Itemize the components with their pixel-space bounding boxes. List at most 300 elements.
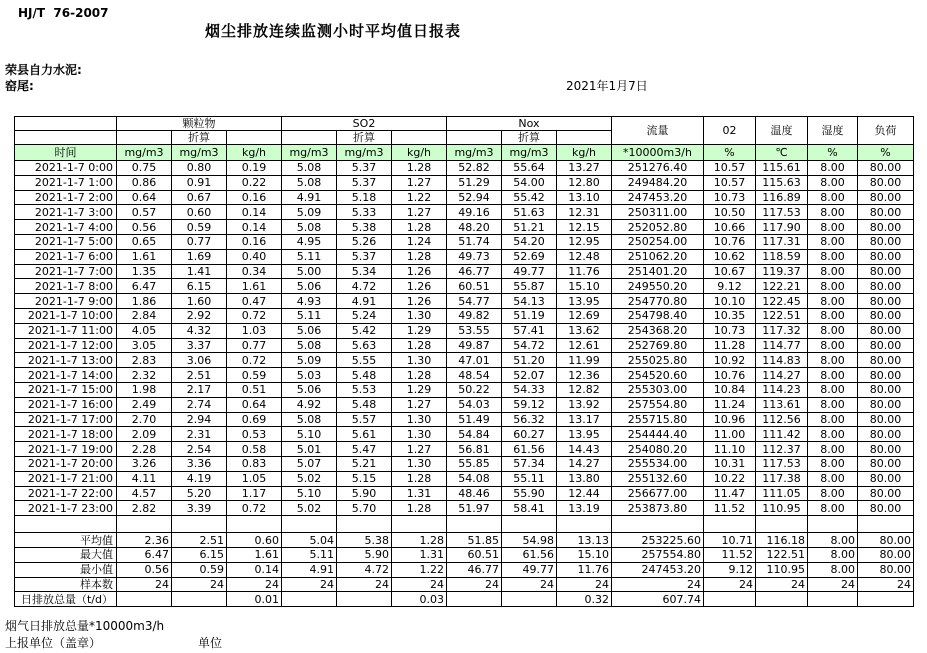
value-cell: 12.95 [557,234,612,249]
value-cell: 46.77 [447,562,502,577]
value-cell: 9.12 [704,562,756,577]
value-cell: 54.33 [502,382,557,397]
value-cell: 80.00 [858,486,914,501]
value-cell: 254798.40 [612,308,704,323]
value-cell: 1.30 [392,353,447,368]
value-cell: 251062.20 [612,249,704,264]
value-cell: 114.23 [756,382,808,397]
row-label-cell: 2021-1-7 17:00 [15,412,117,427]
value-cell: 1.24 [392,234,447,249]
value-cell: 2.83 [117,353,172,368]
value-cell: 5.24 [337,308,392,323]
value-cell: 11.00 [704,427,756,442]
value-cell [117,516,172,533]
empty-header-cell [392,131,447,145]
value-cell: 80.00 [858,161,914,176]
value-cell: 114.77 [756,338,808,353]
value-cell: 54.98 [502,533,557,548]
value-cell: 48.54 [447,368,502,383]
value-cell: 1.22 [392,562,447,577]
value-cell: 8.00 [808,382,858,397]
value-cell: 80.00 [858,338,914,353]
value-cell: 24 [704,577,756,592]
value-cell: 0.67 [172,190,227,205]
row-label-cell: 样本数 [15,577,117,592]
value-cell: 58.41 [502,501,557,516]
o2-group-header: 02 [704,117,756,145]
blank-row [15,516,914,533]
value-cell: 114.83 [756,353,808,368]
value-cell: 1.41 [172,264,227,279]
value-cell: 5.38 [337,533,392,548]
value-cell: 50.22 [447,382,502,397]
value-cell: 51.20 [502,353,557,368]
value-cell: 1.28 [392,249,447,264]
value-cell: 51.85 [447,533,502,548]
value-cell: 1.28 [392,533,447,548]
value-cell: 5.37 [337,249,392,264]
row-label-cell: 2021-1-7 4:00 [15,220,117,235]
value-cell: 8.00 [808,456,858,471]
company-name: 荣县自力水泥: [5,63,82,77]
value-cell: 8.00 [808,175,858,190]
value-cell: 0.60 [227,533,282,548]
value-cell [502,592,557,607]
value-cell: 117.53 [756,456,808,471]
value-cell: 122.51 [756,547,808,562]
value-cell: 51.74 [447,234,502,249]
value-cell: 1.27 [392,205,447,220]
value-cell: 80.00 [858,533,914,548]
value-cell: 8.00 [808,308,858,323]
row-label-cell: 最小值 [15,562,117,577]
value-cell: 0.16 [227,190,282,205]
value-cell: 8.00 [808,501,858,516]
value-cell: 24 [557,577,612,592]
value-cell: 11.76 [557,562,612,577]
value-cell: 8.00 [808,323,858,338]
value-cell: 2.36 [117,533,172,548]
value-cell: 0.72 [227,353,282,368]
empty-header-cell [117,131,172,145]
value-cell: 5.57 [337,412,392,427]
value-cell: 257554.80 [612,397,704,412]
row-label-cell: 2021-1-7 11:00 [15,323,117,338]
value-cell: 52.69 [502,249,557,264]
value-cell: 4.91 [282,190,337,205]
value-cell: 115.61 [756,161,808,176]
value-cell: 80.00 [858,442,914,457]
value-cell: 250254.00 [612,234,704,249]
value-cell: 4.05 [117,323,172,338]
value-cell: 80.00 [858,279,914,294]
value-cell [172,516,227,533]
value-cell: 8.00 [808,442,858,457]
value-cell: 10.50 [704,205,756,220]
value-cell: 49.82 [447,308,502,323]
row-label-cell: 2021-1-7 0:00 [15,161,117,176]
value-cell: 10.71 [704,533,756,548]
value-cell: 2.51 [172,368,227,383]
value-cell: 8.00 [808,533,858,548]
nox-group-header: Nox [447,117,612,131]
value-cell: 5.02 [282,501,337,516]
value-cell: 12.80 [557,175,612,190]
value-cell: 47.01 [447,353,502,368]
value-cell [447,592,502,607]
value-cell: 10.62 [704,249,756,264]
table-row [15,412,914,427]
value-cell: 0.59 [227,368,282,383]
value-cell: 5.38 [337,220,392,235]
value-cell: 4.72 [337,562,392,577]
row-label-cell: 2021-1-7 10:00 [15,308,117,323]
value-cell: 10.57 [704,175,756,190]
value-cell: 1.61 [117,249,172,264]
value-cell: 253225.60 [612,533,704,548]
empty-header-cell [282,131,337,145]
unit-cell: kg/h [557,145,612,161]
value-cell: 15.10 [557,547,612,562]
value-cell: 115.63 [756,175,808,190]
value-cell: 0.91 [172,175,227,190]
value-cell: 117.53 [756,205,808,220]
value-cell: 5.02 [282,471,337,486]
value-cell [858,592,914,607]
value-cell: 255715.80 [612,412,704,427]
value-cell: 110.95 [756,501,808,516]
value-cell: 24 [808,577,858,592]
value-cell: 122.45 [756,294,808,309]
unit-cell: ℃ [756,145,808,161]
unit-cell: % [808,145,858,161]
value-cell: 13.95 [557,294,612,309]
value-cell: 255132.60 [612,471,704,486]
value-cell: 117.90 [756,220,808,235]
value-cell: 6.15 [172,547,227,562]
value-cell: 2.82 [117,501,172,516]
value-cell: 11.47 [704,486,756,501]
value-cell: 5.70 [337,501,392,516]
value-cell: 0.72 [227,501,282,516]
value-cell: 0.14 [227,562,282,577]
value-cell: 5.34 [337,264,392,279]
value-cell: 0.40 [227,249,282,264]
value-cell: 80.00 [858,190,914,205]
row-label-cell: 2021-1-7 19:00 [15,442,117,457]
value-cell: 24 [502,577,557,592]
table-row [15,397,914,412]
value-cell: 9.12 [704,279,756,294]
value-cell: 10.66 [704,220,756,235]
table-row [15,501,914,516]
value-cell: 0.75 [117,161,172,176]
row-label-cell: 2021-1-7 18:00 [15,427,117,442]
unit-cell: mg/m3 [282,145,337,161]
value-cell: 12.69 [557,308,612,323]
value-cell: 253873.80 [612,501,704,516]
value-cell: 5.90 [337,547,392,562]
value-cell: 11.76 [557,264,612,279]
value-cell: 24 [337,577,392,592]
so2-group-header: SO2 [282,117,447,131]
table-row [15,264,914,279]
value-cell: 0.57 [117,205,172,220]
value-cell: 8.00 [808,427,858,442]
value-cell [858,516,914,533]
value-cell: 5.48 [337,368,392,383]
so2-converted-header: 折算 [337,131,392,145]
value-cell: 0.32 [557,592,612,607]
value-cell: 5.08 [282,338,337,353]
value-cell: 4.72 [337,279,392,294]
value-cell: 0.59 [172,562,227,577]
value-cell: 24 [227,577,282,592]
value-cell: 255025.80 [612,353,704,368]
value-cell: 5.03 [282,368,337,383]
row-label-cell: 平均值 [15,533,117,548]
value-cell: 51.19 [502,308,557,323]
value-cell: 60.27 [502,427,557,442]
value-cell: 80.00 [858,308,914,323]
value-cell: 254520.60 [612,368,704,383]
value-cell: 118.59 [756,249,808,264]
row-label-cell: 2021-1-7 3:00 [15,205,117,220]
value-cell: 8.00 [808,294,858,309]
value-cell: 0.53 [227,427,282,442]
value-cell: 5.10 [282,486,337,501]
value-cell: 24 [392,577,447,592]
standard-code: HJ/T 76-2007 [18,6,109,20]
value-cell: 80.00 [858,501,914,516]
value-cell: 117.31 [756,234,808,249]
value-cell: 4.32 [172,323,227,338]
value-cell: 5.42 [337,323,392,338]
value-cell: 0.22 [227,175,282,190]
value-cell: 0.77 [227,338,282,353]
table-row [15,456,914,471]
value-cell: 1.29 [392,323,447,338]
value-cell: 1.61 [227,279,282,294]
value-cell: 54.08 [447,471,502,486]
value-cell: 8.00 [808,220,858,235]
value-cell [337,592,392,607]
load-group-header: 负荷 [858,117,914,145]
value-cell: 2.84 [117,308,172,323]
value-cell: 252769.80 [612,338,704,353]
value-cell [227,516,282,533]
value-cell: 49.16 [447,205,502,220]
value-cell: 112.37 [756,442,808,457]
value-cell: 13.92 [557,397,612,412]
value-cell: 2.32 [117,368,172,383]
value-cell: 5.90 [337,486,392,501]
value-cell: 1.61 [227,547,282,562]
value-cell: 5.18 [337,190,392,205]
value-cell: 80.00 [858,220,914,235]
value-cell: 0.80 [172,161,227,176]
value-cell: 55.11 [502,471,557,486]
table-row [15,234,914,249]
value-cell: 80.00 [858,471,914,486]
value-cell: 8.00 [808,205,858,220]
row-label-cell: 2021-1-7 15:00 [15,382,117,397]
table-row [15,323,914,338]
value-cell: 49.77 [502,562,557,577]
value-cell: 1.30 [392,427,447,442]
unit-cell: % [704,145,756,161]
value-cell: 255303.00 [612,382,704,397]
value-cell: 0.16 [227,234,282,249]
value-cell: 5.15 [337,471,392,486]
value-cell: 12.44 [557,486,612,501]
value-cell: 122.21 [756,279,808,294]
value-cell: 80.00 [858,294,914,309]
table-row [15,471,914,486]
value-cell: 80.00 [858,205,914,220]
value-cell: 251401.20 [612,264,704,279]
value-cell: 0.64 [227,397,282,412]
row-label-cell: 2021-1-7 12:00 [15,338,117,353]
table-row [15,249,914,264]
value-cell: 8.00 [808,353,858,368]
table-row [15,308,914,323]
value-cell: 11.52 [704,501,756,516]
value-cell: 3.06 [172,353,227,368]
value-cell: 5.20 [172,486,227,501]
table-row [15,353,914,368]
table-row [15,486,914,501]
value-cell: 49.87 [447,338,502,353]
table-row [15,205,914,220]
value-cell: 8.00 [808,279,858,294]
row-label-cell: 2021-1-7 5:00 [15,234,117,249]
value-cell: 1.28 [392,471,447,486]
value-cell: 8.00 [808,249,858,264]
value-cell: 13.17 [557,412,612,427]
value-cell: 4.19 [172,471,227,486]
table-row [15,190,914,205]
value-cell: 10.35 [704,308,756,323]
table-row [15,368,914,383]
monitor-location: 窑尾: [5,79,34,93]
value-cell: 11.10 [704,442,756,457]
value-cell: 2.09 [117,427,172,442]
value-cell: 8.00 [808,412,858,427]
value-cell: 53.55 [447,323,502,338]
value-cell: 13.62 [557,323,612,338]
value-cell: 5.09 [282,353,337,368]
row-label-cell: 2021-1-7 9:00 [15,294,117,309]
summary-row [15,577,914,592]
value-cell: 1.27 [392,175,447,190]
table-row [15,279,914,294]
flow-group-header: 流量 [612,117,704,145]
value-cell: 24 [858,577,914,592]
value-cell: 54.20 [502,234,557,249]
time-column-header: 时间 [15,145,117,161]
value-cell: 254368.20 [612,323,704,338]
value-cell: 80.00 [858,397,914,412]
value-cell: 1.98 [117,382,172,397]
value-cell: 24 [282,577,337,592]
value-cell: 0.34 [227,264,282,279]
value-cell: 0.86 [117,175,172,190]
value-cell: 5.08 [282,412,337,427]
value-cell: 1.35 [117,264,172,279]
value-cell: 2.49 [117,397,172,412]
value-cell: 54.84 [447,427,502,442]
value-cell: 256677.00 [612,486,704,501]
value-cell: 13.10 [557,190,612,205]
value-cell: 10.76 [704,234,756,249]
value-cell: 59.12 [502,397,557,412]
value-cell [172,592,227,607]
value-cell: 250311.00 [612,205,704,220]
value-cell: 3.39 [172,501,227,516]
value-cell: 1.26 [392,264,447,279]
row-label-cell: 日排放总量（t/d） [15,592,117,607]
value-cell: 1.30 [392,412,447,427]
value-cell: 14.27 [557,456,612,471]
value-cell: 80.00 [858,427,914,442]
value-cell: 119.37 [756,264,808,279]
value-cell: 0.69 [227,412,282,427]
empty-header-cell [557,131,612,145]
value-cell: 2.92 [172,308,227,323]
value-cell: 3.26 [117,456,172,471]
value-cell: 111.42 [756,427,808,442]
value-cell [282,592,337,607]
value-cell: 5.37 [337,175,392,190]
value-cell: 5.61 [337,427,392,442]
value-cell: 117.32 [756,323,808,338]
value-cell: 0.72 [227,308,282,323]
value-cell: 5.55 [337,353,392,368]
value-cell: 54.77 [447,294,502,309]
value-cell: 5.48 [337,397,392,412]
value-cell [808,592,858,607]
value-cell: 51.97 [447,501,502,516]
value-cell: 13.19 [557,501,612,516]
value-cell: 4.95 [282,234,337,249]
unit-cell: % [858,145,914,161]
value-cell: 1.29 [392,382,447,397]
value-cell: 12.15 [557,220,612,235]
value-cell [704,592,756,607]
value-cell: 13.27 [557,161,612,176]
value-cell: 12.82 [557,382,612,397]
value-cell: 5.01 [282,442,337,457]
value-cell [117,592,172,607]
value-cell: 1.28 [392,368,447,383]
value-cell: 10.76 [704,368,756,383]
value-cell: 51.49 [447,412,502,427]
value-cell [557,516,612,533]
value-cell: 0.51 [227,382,282,397]
value-cell: 80.00 [858,323,914,338]
value-cell: 10.31 [704,456,756,471]
reporting-unit-label: 上报单位（盖章） [5,636,102,650]
value-cell: 54.13 [502,294,557,309]
value-cell: 0.64 [117,190,172,205]
value-cell: 1.26 [392,294,447,309]
value-cell: 0.77 [172,234,227,249]
value-cell [447,516,502,533]
value-cell: 1.69 [172,249,227,264]
nox-converted-header: 折算 [502,131,557,145]
value-cell: 113.61 [756,397,808,412]
